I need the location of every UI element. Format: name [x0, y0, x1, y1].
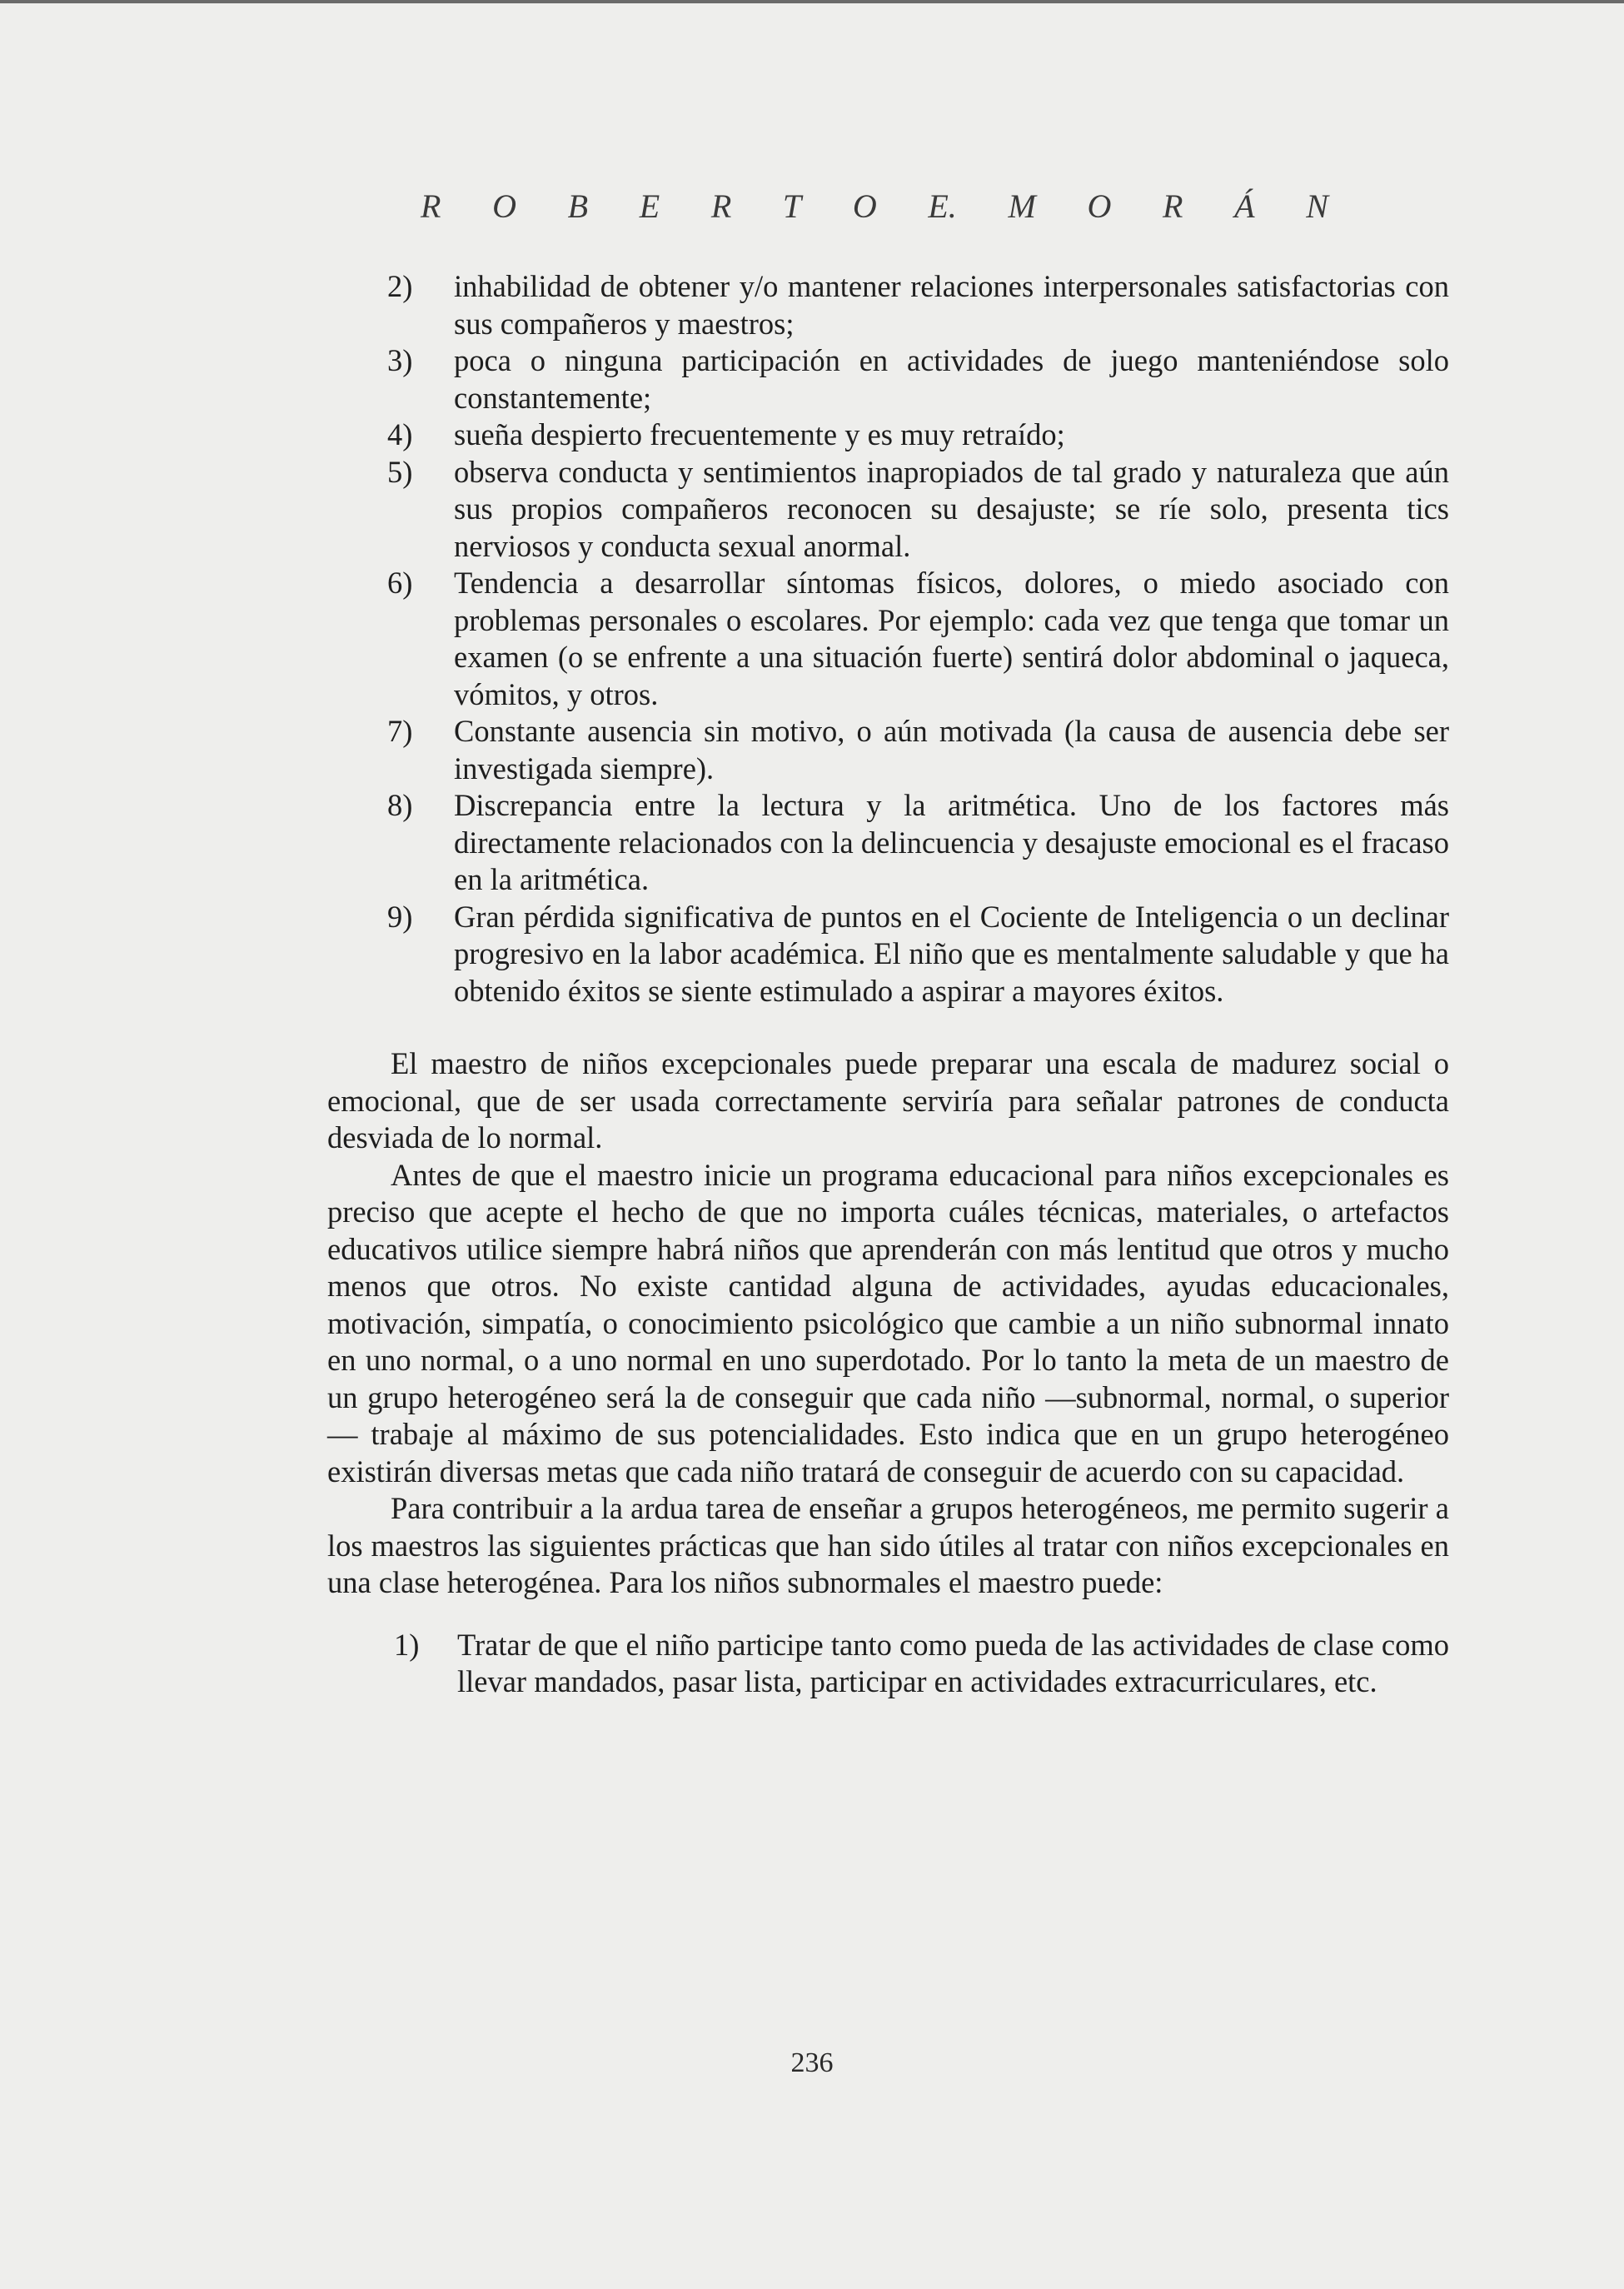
list-item	[327, 454, 1449, 566]
list-item-text: inhabilidad de obtener y/o mantener relaciones interpersonales satisfactorias con sus compañeros y maestros;	[454, 269, 1449, 341]
running-head-letter: N	[1306, 187, 1328, 225]
running-head-letter: B	[567, 187, 589, 225]
running-head-letter: R	[710, 187, 732, 225]
paragraph: El maestro de niños excepcionales puede preparar una escala de madurez social o emocional, que de ser usada correctamente serviría para señalar patrones de conducta desviada de lo normal.	[327, 1046, 1449, 1154]
running-head-letter: Á	[1234, 187, 1255, 225]
list-item-text: Gran pérdida significativa de puntos en el Cociente de Inteligencia o un declinar progresivo en la labor académica. El niño que es mentalmente saludable y que ha obtenido éxitos se siente estimulado a aspirar a mayores éxitos.	[454, 899, 1449, 1008]
running-head-letter: O	[852, 187, 877, 225]
list-item-number: 9)	[387, 899, 413, 934]
paragraph: Para contribuir a la ardua tarea de enseñar a grupos heterogéneos, me permito sugerir a los maestros las siguientes prácticas que han sido útiles al tratar con niños excepcionales en una clase heterogénea. Para los niños subnormales el maestro puede:	[327, 1491, 1449, 1599]
list-item	[327, 1627, 1449, 1701]
running-head	[421, 187, 1328, 225]
list-item-text: sueña despierto frecuentemente y es muy retraído;	[454, 417, 1065, 451]
list-item-text: Discrepancia entre la lectura y la aritmética. Uno de los factores más directamente relacionados con la delincuencia y desajuste emocional es el fracaso en la aritmética.	[454, 788, 1449, 896]
running-head-letter: O	[1087, 187, 1112, 225]
list-item-text: Tendencia a desarrollar síntomas físicos, dolores, o miedo asociado con problemas personales o escolares. Por ejemplo: cada vez que tenga que tomar un examen (o se enfrente a una situación fuerte) sentirá dolor abdominal o jaqueca, vómitos, y otros.	[454, 566, 1449, 711]
list-item-number: 1)	[394, 1627, 420, 1662]
list-item-text: observa conducta y sentimientos inapropiados de tal grado y naturaleza que aún sus propios compañeros reconocen su desajuste; se ríe solo, presenta tics nerviosos y conducta sexual anormal.	[454, 454, 1449, 563]
running-head-letter: E.	[928, 187, 957, 225]
paragraph: Antes de que el maestro inicie un programa educacional para niños excepcionales es preciso que acepte el hecho de que no importa cuáles técnicas, materiales, o artefactos educativos utilice siempre habrá niños que aprenderán con más lentitud que otros y mucho menos que otros. No existe cantidad alguna de actividades, ayudas educacionales, motivación, simpatía, o conocimiento psicológico que cambie a un niño subnormal innato en uno normal, o a uno normal en uno superdotado. Por lo tanto la meta de un maestro de un grupo heterogéneo será la de conseguir que cada niño —subnormal, normal, o superior— trabaje al máximo de sus potencialidades. Esto indica que en un grupo heterogéneo existirán diversas metas que cada niño tratará de conseguir de acuerdo con su capacidad.	[327, 1157, 1449, 1489]
list-item-number: 3)	[387, 343, 413, 377]
list-item-number: 8)	[387, 788, 413, 822]
list-item-text: Constante ausencia sin motivo, o aún motivada (la causa de ausencia debe ser investigada siempre).	[454, 714, 1449, 785]
running-head-letter: R	[421, 187, 441, 225]
list-item-text: poca o ninguna participación en actividades de juego manteniéndose solo constantemente;	[454, 343, 1449, 415]
running-head-letter: R	[1163, 187, 1183, 225]
list-item-number: 2)	[387, 269, 413, 303]
running-head-letter: T	[782, 187, 802, 225]
body-text	[327, 268, 1449, 1701]
list-item	[327, 342, 1449, 416]
list-item-number: 7)	[387, 714, 413, 748]
page-number: 236	[790, 2047, 834, 2078]
running-head-letter: M	[1008, 187, 1036, 225]
list-item	[327, 565, 1449, 713]
page-top-edge	[0, 0, 1624, 3]
list-item-number: 6)	[387, 566, 413, 600]
list-item	[327, 268, 1449, 342]
list-item	[327, 416, 1449, 454]
list-item-text: Tratar de que el niño participe tanto como pueda de las actividades de clase como llevar mandados, pasar lista, participar en actividades extracurriculares, etc.	[457, 1627, 1449, 1698]
list-item-number: 5)	[387, 454, 413, 489]
running-head-letter: E	[639, 187, 660, 225]
list-item	[327, 899, 1449, 1010]
list-item-number: 4)	[387, 417, 413, 451]
list-item	[327, 713, 1449, 787]
running-head-letter: O	[492, 187, 516, 225]
list-item	[327, 787, 1449, 899]
